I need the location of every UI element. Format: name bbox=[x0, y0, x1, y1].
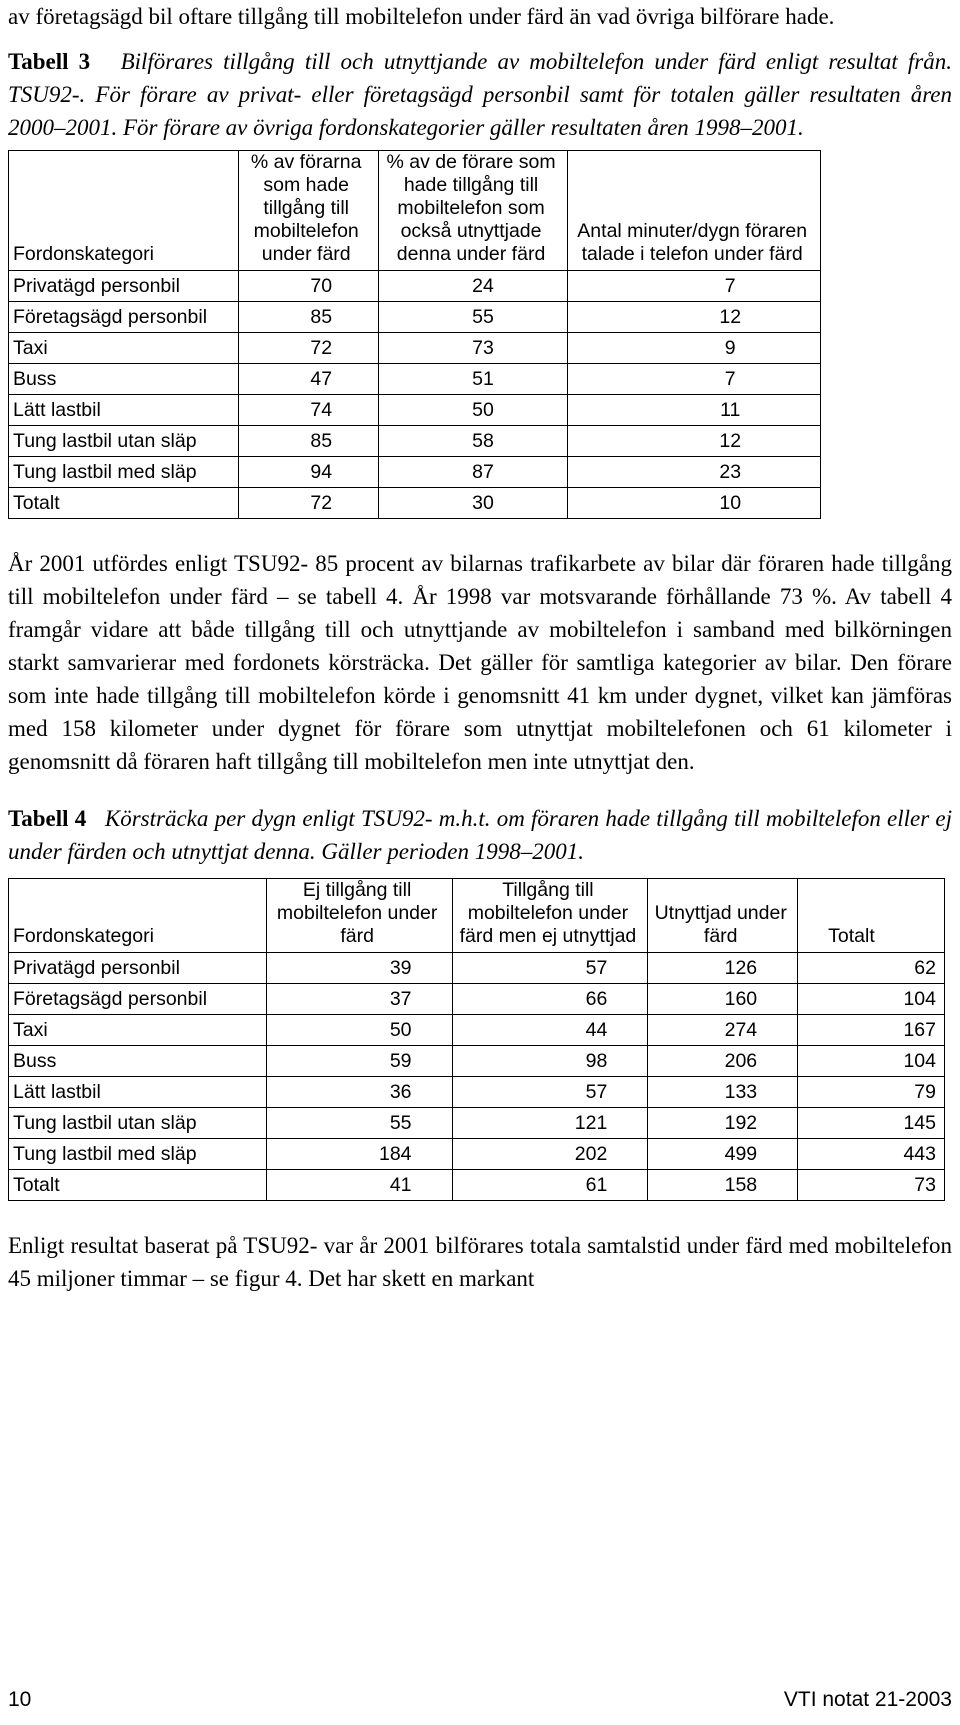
table4-caption bbox=[8, 802, 952, 868]
table3-cell-value: 11 bbox=[568, 395, 821, 426]
table3-cell-value: 87 bbox=[378, 457, 568, 488]
table4-cell-value: 104 bbox=[798, 1046, 945, 1077]
spacer bbox=[8, 519, 952, 547]
table4-cell-category: Privatägd personbil bbox=[9, 953, 267, 984]
table3-row bbox=[9, 395, 821, 426]
spacer bbox=[8, 33, 952, 45]
table3-header-category: Fordonskategori bbox=[9, 151, 239, 271]
table4-cell-value: 184 bbox=[266, 1139, 452, 1170]
table4-cell-value: 133 bbox=[648, 1077, 798, 1108]
table4-cell-value: 44 bbox=[452, 1015, 648, 1046]
table4-row bbox=[9, 1108, 945, 1139]
table4-row bbox=[9, 953, 945, 984]
table4-cell-value: 121 bbox=[452, 1108, 648, 1139]
table3-cell-value: 51 bbox=[378, 364, 568, 395]
table4-cell-category: Tung lastbil utan släp bbox=[9, 1108, 267, 1139]
table4-cell-value: 104 bbox=[798, 984, 945, 1015]
table3-row bbox=[9, 426, 821, 457]
table3-cell-value: 70 bbox=[238, 271, 378, 302]
table4-header-category: Fordonskategori bbox=[9, 879, 267, 953]
table3-label: Tabell 3 bbox=[8, 49, 91, 74]
table4-cell-value: 57 bbox=[452, 953, 648, 984]
table3-row bbox=[9, 271, 821, 302]
table3-caption bbox=[8, 45, 952, 144]
table4-cell-value: 167 bbox=[798, 1015, 945, 1046]
page-footer bbox=[8, 1688, 952, 1712]
table3-cell-category: Privatägd personbil bbox=[9, 271, 239, 302]
page-number: 10 bbox=[8, 1688, 32, 1711]
table3-cell-value: 50 bbox=[378, 395, 568, 426]
table4-cell-category: Taxi bbox=[9, 1015, 267, 1046]
table4-cell-category: Buss bbox=[9, 1046, 267, 1077]
table4-header-access-unused: Tillgång till mobiltelefon under färd men ej utnyttjad bbox=[452, 879, 648, 953]
spacer bbox=[8, 778, 952, 802]
table3-cell-category: Tung lastbil utan släp bbox=[9, 426, 239, 457]
table3-cell-value: 85 bbox=[238, 426, 378, 457]
table3-row bbox=[9, 302, 821, 333]
table4-cell-value: 73 bbox=[798, 1170, 945, 1201]
table4-cell-value: 55 bbox=[266, 1108, 452, 1139]
table3-cell-value: 47 bbox=[238, 364, 378, 395]
table4-cell-value: 50 bbox=[266, 1015, 452, 1046]
table3-cell-value: 85 bbox=[238, 302, 378, 333]
table3-cell-value: 10 bbox=[568, 488, 821, 519]
intro-paragraph: av företagsägd bil oftare tillgång till mobiltelefon under färd än vad övriga bilförare hade. bbox=[8, 4, 835, 29]
table4-cell-value: 59 bbox=[266, 1046, 452, 1077]
table4-row bbox=[9, 1077, 945, 1108]
table4-cell-value: 499 bbox=[648, 1139, 798, 1170]
table4-cell-value: 57 bbox=[452, 1077, 648, 1108]
table4-cell-category: Företagsägd personbil bbox=[9, 984, 267, 1015]
table4-row bbox=[9, 1015, 945, 1046]
table4-cell-value: 202 bbox=[452, 1139, 648, 1170]
table4-header-total: Totalt bbox=[798, 879, 945, 953]
table4-cell-value: 158 bbox=[648, 1170, 798, 1201]
table4-header-used: Utnyttjad under färd bbox=[648, 879, 798, 953]
table4-row bbox=[9, 1046, 945, 1077]
table3-row bbox=[9, 364, 821, 395]
table3-cell-value: 7 bbox=[568, 271, 821, 302]
table4-cell-value: 274 bbox=[648, 1015, 798, 1046]
table4-cell-category: Lätt lastbil bbox=[9, 1077, 267, 1108]
table3-cell-value: 12 bbox=[568, 302, 821, 333]
table3-cell-category: Tung lastbil med släp bbox=[9, 457, 239, 488]
table3 bbox=[8, 150, 821, 519]
table4-cell-value: 192 bbox=[648, 1108, 798, 1139]
table4-cell-value: 41 bbox=[266, 1170, 452, 1201]
table3-cell-category: Buss bbox=[9, 364, 239, 395]
table3-caption-text: Bilförares tillgång till och utnyttjande av mobiltelefon under färd enligt resultat från. TSU92-. För förare av privat- eller företagsägd personbil samt för totalen gäller resultaten åren 2000–2001. För förare av övriga fordonskategorier gäller resultaten åren 1998–2001. bbox=[8, 49, 953, 140]
table4-cell-value: 37 bbox=[266, 984, 452, 1015]
table3-cell-category: Taxi bbox=[9, 333, 239, 364]
table4-cell-value: 79 bbox=[798, 1077, 945, 1108]
table4-cell-value: 36 bbox=[266, 1077, 452, 1108]
table4-row bbox=[9, 1139, 945, 1170]
publication-id: VTI notat 21-2003 bbox=[783, 1688, 952, 1711]
table4-cell-value: 145 bbox=[798, 1108, 945, 1139]
table3-cell-value: 12 bbox=[568, 426, 821, 457]
table3-cell-value: 72 bbox=[238, 333, 378, 364]
table4-cell-value: 206 bbox=[648, 1046, 798, 1077]
table3-cell-category: Företagsägd personbil bbox=[9, 302, 239, 333]
table3-header-usage: % av de förare som hade tillgång till mobiltelefon som också utnyttjade denna under färd bbox=[378, 151, 568, 271]
spacer bbox=[8, 1201, 952, 1229]
table3-cell-value: 7 bbox=[568, 364, 821, 395]
table4-cell-value: 160 bbox=[648, 984, 798, 1015]
body-paragraph: År 2001 utfördes enligt TSU92- 85 procent av bilarnas trafikarbete av bilar där föraren hade tillgång till mobiltelefon under färd – se tabell 4. År 1998 var motsvarande förhållande 73 %. Av tabell 4 framgår vidare att både tillgång till och utnyttjande av mobiltelefon i samband med bilkörningen starkt samvarierar med fordonets körsträcka. Det gäller för samtliga kategorier av bilar. Den förare som inte hade tillgång till mobiltelefon körde i genomsnitt 41 km under dygnet, vilket kan jämföras med 158 kilometer under dygnet för förare som utnyttjat mobiltelefonen och 61 kilometer i genomsnitt då föraren haft tillgång till mobiltelefon men inte utnyttjat den. bbox=[8, 551, 952, 774]
table4-row bbox=[9, 1170, 945, 1201]
table4-header-no-access: Ej tillgång till mobiltelefon under färd bbox=[266, 879, 452, 953]
table4-cell-value: 443 bbox=[798, 1139, 945, 1170]
table4-cell-value: 98 bbox=[452, 1046, 648, 1077]
table3-cell-value: 9 bbox=[568, 333, 821, 364]
table3-cell-value: 94 bbox=[238, 457, 378, 488]
table3-cell-value: 58 bbox=[378, 426, 568, 457]
table3-header-row bbox=[9, 151, 821, 271]
table3-header-minutes: Antal minuter/dygn föraren talade i telefon under färd bbox=[568, 151, 821, 271]
table4-caption-text: Körsträcka per dygn enligt TSU92- m.h.t. om föraren hade tillgång till mobiltelefon eller ej under färden och utnyttjat denna. Gäller perioden 1998–2001. bbox=[8, 806, 953, 864]
table4-cell-category: Tung lastbil med släp bbox=[9, 1139, 267, 1170]
table4-header-row bbox=[9, 879, 945, 953]
table4-cell-value: 62 bbox=[798, 953, 945, 984]
table4 bbox=[8, 878, 945, 1201]
table4-cell-value: 39 bbox=[266, 953, 452, 984]
table3-row bbox=[9, 333, 821, 364]
table3-cell-value: 55 bbox=[378, 302, 568, 333]
table4-label: Tabell 4 bbox=[8, 806, 87, 831]
table3-cell-value: 72 bbox=[238, 488, 378, 519]
table4-cell-value: 61 bbox=[452, 1170, 648, 1201]
closing-paragraph: Enligt resultat baserat på TSU92- var år 2001 bilförares totala samtalstid under färd med mobiltelefon 45 miljoner timmar – se figur 4. Det har skett en markant bbox=[8, 1233, 952, 1291]
table3-cell-value: 30 bbox=[378, 488, 568, 519]
table4-cell-value: 126 bbox=[648, 953, 798, 984]
table3-cell-value: 74 bbox=[238, 395, 378, 426]
table4-cell-category: Totalt bbox=[9, 1170, 267, 1201]
table3-cell-value: 23 bbox=[568, 457, 821, 488]
table3-cell-category: Totalt bbox=[9, 488, 239, 519]
table3-row bbox=[9, 457, 821, 488]
table4-cell-value: 66 bbox=[452, 984, 648, 1015]
table3-cell-value: 73 bbox=[378, 333, 568, 364]
table3-header-access: % av förarna som hade tillgång till mobiltelefon under färd bbox=[238, 151, 378, 271]
table4-row bbox=[9, 984, 945, 1015]
table3-cell-value: 24 bbox=[378, 271, 568, 302]
table3-row bbox=[9, 488, 821, 519]
table3-cell-category: Lätt lastbil bbox=[9, 395, 239, 426]
